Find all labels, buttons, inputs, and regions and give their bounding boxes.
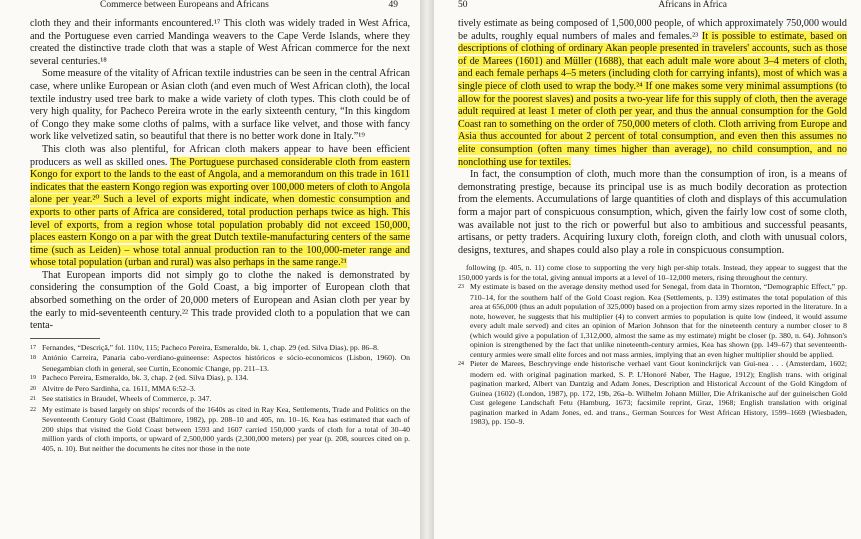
footnote-number: 24: [458, 361, 464, 368]
footnote: [30, 373, 410, 384]
footnote: [458, 359, 847, 427]
body-paragraph: [458, 169, 847, 257]
footnote-text: António Carreira, Panaria cabo-verdiano-guineense: Aspectos históricos e sócio-economicos (Lisbon, 1960). On Senegambian cloth in general, see Curtin, Economic Change, pp. 211–13.: [42, 353, 410, 373]
footnote-number: 22: [30, 406, 36, 413]
footnote-number: 23: [458, 284, 464, 291]
left-header-title: Commerce between Europeans and Africans: [100, 0, 269, 10]
footnote-continuation: following (p. 405, n. 11) come close to supporting the very high per-ship totals. Instead, they appear to suggest that the 150,000 yards is for the total, giving annual imports at a level of 10–12,000 meters, rising throughout the century.: [458, 263, 847, 282]
footnote-number: 18: [30, 355, 36, 362]
left-page: [0, 0, 420, 539]
text-segment: tively estimate as being composed of 1,500,000 people, of which approximately 750,000 would be adults, roughly equal numbers of males and females.²³: [458, 18, 847, 42]
footnote: [30, 353, 410, 373]
footnote-text: Pieter de Marees, Beschryvinge ende historische verhael vant Gout koninckrijck van Gui-nea . . . (Amsterdam, 1602; modern ed. with original pagination marked, S. P. L'Honoré Naber, The Hague, 1912); English trans. with original pagination marked, Albert van Dantzig and Adam Jones, Description and Historical Account of the Gold Kingdom of Guinea (1602) (London, 1987), pp. 172, 19b, 26a–b. Wilhelm Johann Müller, Die Afrikanische auf der guineischen Gold Cust gelegene Landschaft Fetu (Hamburg, 1673; facsimile reprint, Graz, 1968; English translation with original pagination marked in Adam Jones, ed. and trans., German Sources for West African History, 1599–1669 (Wiesbaden, 1983), pp. 150–9.: [470, 359, 847, 427]
text-segment: Some measure of the vitality of African textile industries can be seen in the central African case, where unlike European or Asian cloth (and even much of West African cloth), the local textile industry used tree bark to make a wide variety of cloth types. This cloth could be of very high quality, for Pacheco Pereira wrote in the early sixteenth century, “In this kingdom of Congo they make some cloths of palms, with a surface like velvet, and those with fancy work like velvetized satin, so beautiful that there is no better work done in Italy.”¹⁹: [30, 68, 410, 143]
footnote-text: Alvitre de Pero Sardinha, ca. 1611, MMA 6:52–3.: [42, 383, 196, 393]
book-gutter: [420, 0, 434, 539]
footnote: [30, 384, 410, 395]
body-paragraph: [458, 18, 847, 169]
footnote-text: My estimate is based on the average density method used for Senegal, from data in Thornton, “Demographic Effect,” pp. 710–14, for the southern half of the Gold Coast region. Kea (Settlements, p. 139) estimates the total population of this area at 656,000 (thus an adult population of 325,000) based on a projection from army sizes reported in the literature. In a note, however, he suggests that his multiplier (4) to convert armies to population is quite low (indeed, it would assume every adult male served) and cites an opinion of Marion Johnson that for the nineteenth century a number closer to 8 (which would give a population of 1,312,000, almost the same as my estimate) might be closer (p. 380, n. 64). Johnson's opinion is strengthened by the fact that unlike nineteenth-century armies, Kea has shown (pp. 149–67) that seventeenth-century armies were small elite forces and not mass armies, implying that an even higher multiplier should be applied.: [470, 282, 847, 359]
text-segment: cloth they and their informants encountered.¹⁷ This cloth was widely traded in West Africa, and the Portuguese even carried Mandinga weavers to the Cape Verde Islands, where they created the distinctive trade cloth that was a staple of West African commerce for the next several centuries.¹⁸: [30, 18, 410, 67]
right-header-title: Africans in Africa: [658, 0, 727, 10]
footnote: [30, 394, 410, 405]
left-running-head: [30, 0, 410, 12]
footnote-text: See statistics in Braudel, Wheels of Commerce, p. 347.: [42, 394, 212, 404]
text-segment: In fact, the consumption of cloth, much more than the consumption of iron, is a means of demonstrating prestige, because its principal use is as much bodily decoration as protection from the elements. Accumulations of large quantities of cloth and displays of this accumulation form a major part of conspicuous consumption, which, given the fairly low cost of some cloth, was available not just to the rich or powerful but also to ambitious and successful peasants, artisans, or petty traders. Acquiring luxury cloth, foreign cloth, and cloth with unusual colors, designs, textures, and shapes could also play a role in conspicuous consumption.: [458, 169, 847, 256]
right-running-head: [458, 0, 847, 12]
right-body-text: [458, 18, 847, 257]
footnote-number: 19: [30, 375, 36, 382]
footnote-text: My estimate is based largely on ships' records of the 1640s as cited in Ray Kea, Settlements, Trade and Politics on the Seventeenth Century Gold Coast (Baltimore, 1982), pp. 208–10 and 405, nn. 10–16. Kea has estimated that each of 200 ships that visited the Gold Coast between 1593 and 1607 carried 150,000 yards of cloth for a total of 30–40 million yards of cloth imports, or upward of 2,500,000 yards (2,300,000 meters) per year (p. 208, sources cited on p. 405, n. 10). But neither the documents he cites nor those in the note: [42, 404, 410, 453]
text-segment: That European imports did not simply go to clothe the naked is demonstrated by considering the consumption of the Gold Coast, a big importer of European cloth that absorbed something on the order of 20,000 meters of European and Asian cloth per year by the early to mid-seventeenth century.²² This trade provided cloth to a population that we can tenta-: [30, 269, 410, 332]
footnote-number: 17: [30, 344, 36, 351]
footnote-number: 21: [30, 396, 36, 403]
right-page-number: 50: [458, 0, 468, 10]
highlighted-text: It is possible to estimate, based on descriptions of clothing of ordinary Akan people presented in travelers' accounts, such as those of de Marees (1601) and Müller (1688), that each adult male wore about 3–4 meters of cloth, and each female perhaps 4–5 meters (including cloth for carrying infants), most of which was a single piece of cloth used to wrap the body.²⁴ If one makes some very minimal assumptions (to allow for the poorest slaves) and posits a two-year life for this supply of cloth, then the average adult required at least 1 meter of cloth per year, and thus the annual consumption for the Gold Coast ran to something on the order of 750,000 meters of cloth. Cloth arriving from Europe and Asia thus accounted for about 2 percent of total consumption, and even then this assumes no elite consumption (often many times higher than average), no child consumption, and no nonclothing use for textiles.: [458, 30, 847, 168]
body-paragraph: [30, 270, 410, 333]
right-footnotes: [458, 282, 847, 427]
footnote: [30, 343, 410, 354]
left-footnotes: [30, 343, 410, 454]
body-paragraph: [30, 18, 410, 68]
footnote-text: Pacheco Pereira, Esmeraldo, bk. 3, chap. 2 (ed. Silva Dias), p. 134.: [42, 373, 249, 383]
left-body-text: [30, 18, 410, 333]
highlighted-text: The Portuguese purchased considerable cloth from eastern Kongo for export to the lands to the east of Angola, and a memorandum on this trade in 1611 indicates that the eastern Kongo region was exporting over 100,000 meters of cloth to Angola alone per year.²⁰ Such a level of exports might indicate, when domestic consumption and exports to other parts of Africa are considered, total production perhaps twice as high. This level of exports, from a region whose total population probably did not exceed 150,000, places eastern Kongo on a par with the great Dutch textile-manufacturing centers of the same time (such as Leiden) – whose total annual production ran to the 100,000-meter range and whose total population (urban and rural) was also perhaps in the same range.²¹: [30, 156, 410, 269]
footnote: [30, 405, 410, 454]
right-page: [434, 0, 861, 539]
body-paragraph: [30, 144, 410, 270]
footnote-number: 20: [30, 385, 36, 392]
footnote-text: Fernandes, “Descriçã,” fol. 110v, 115; Pacheco Pereira, Esmeraldo, bk. 1, chap. 29 (ed. Silva Dias), pp. 86–8.: [42, 342, 379, 352]
text-segment: This cloth was also plentiful, for African cloth makers appear to have been efficient producers as well as skilled ones.: [30, 143, 410, 168]
footnote: [458, 282, 847, 359]
left-page-number: 49: [388, 0, 398, 10]
footnote-rule: [30, 338, 100, 339]
body-paragraph: [30, 68, 410, 144]
